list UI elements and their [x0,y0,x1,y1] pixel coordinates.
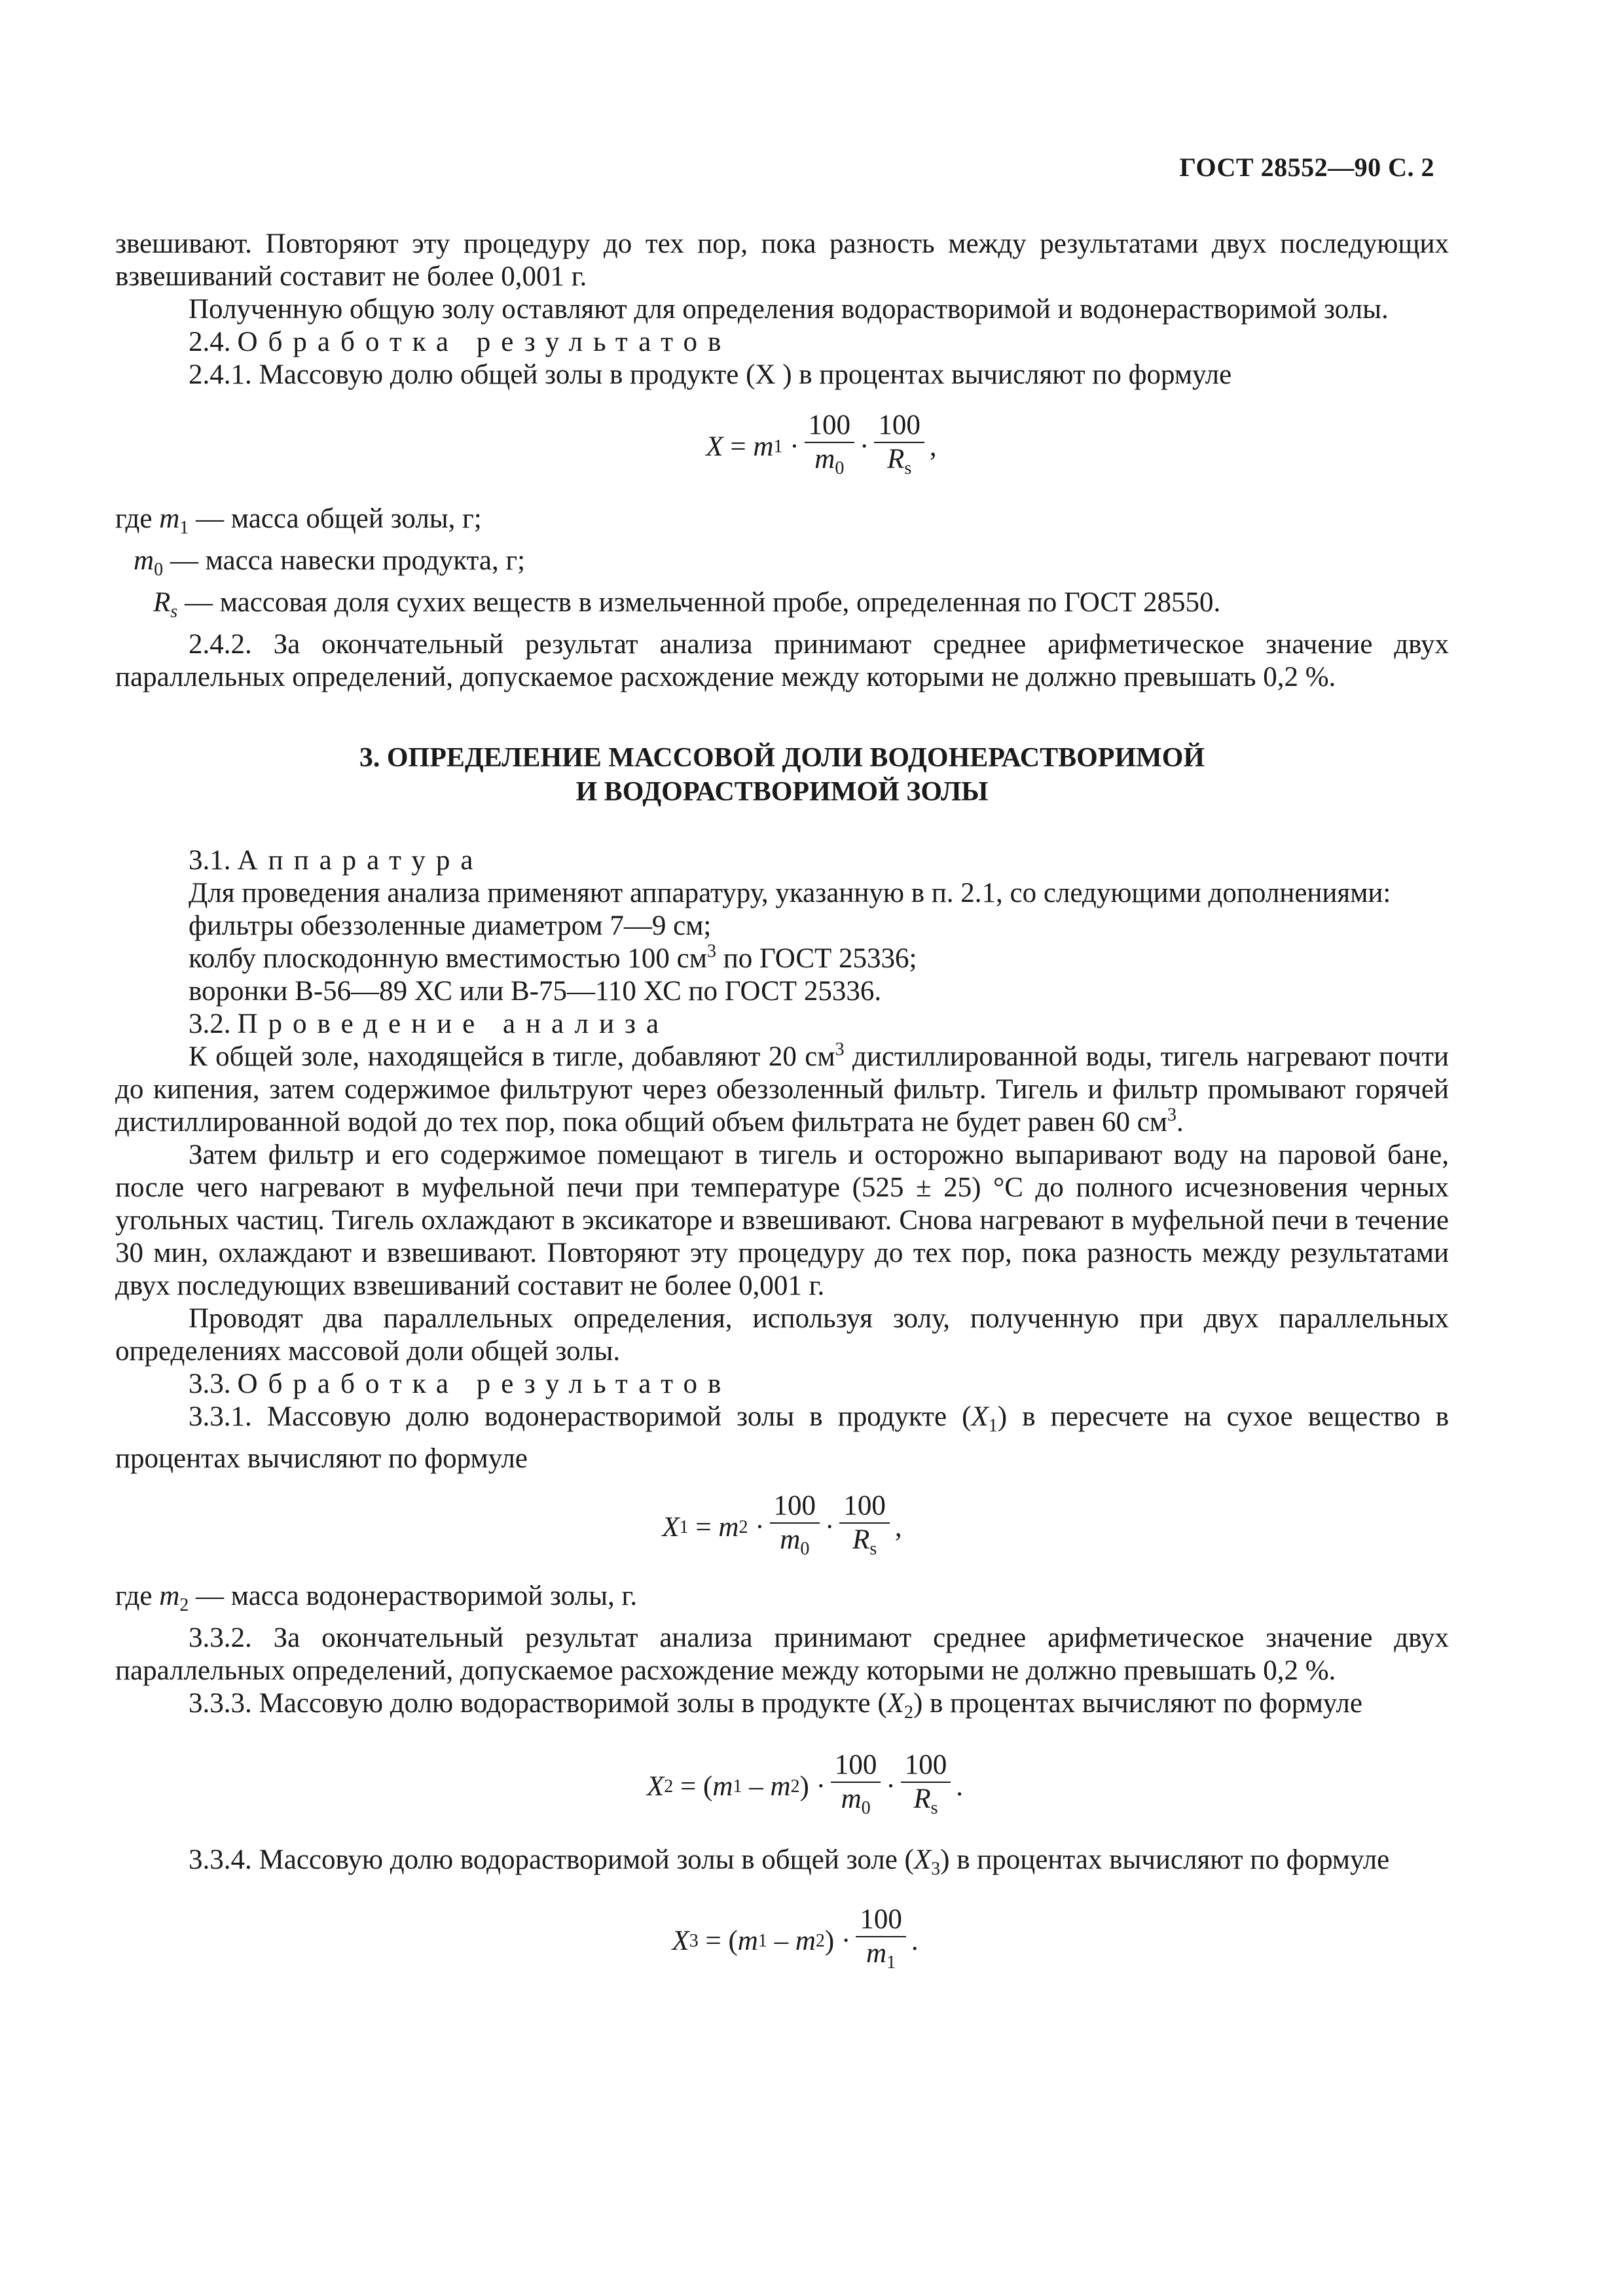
paragraph: Затем фильтр и его содержимое помещают в тигель и осторожно выпаривают воду на паровой бане, после чего нагревают в муфельной печи при температуре (525 ± 25) °С до полного исчезновения черных угольных частиц. Тигель охлаждают в эксикаторе и взвешивают. Снова нагревают в муфельной печи в течение 30 мин, охлаждают и взвешивают. Повторяют эту процедуру до тех пор, пока разность между результатами двух последующих взвешиваний составит не более 0,001 г. [115,1139,1449,1301]
subsection-number: 3.3. [189,1369,231,1399]
paragraph-3-3-1: 3.3.1. Массовую долю водонерастворимой золы в продукте $(X_1)$ в пересчете на сухое вещество в процентах вычисляют по формуле [115,1401,1449,1474]
list-item: колбу плоскодонную вместимостью 100 $см^3$ по ГОСТ 25336; [189,941,917,974]
legend-item: $m_0$ — масса навески продукта, г; [134,545,526,580]
subsection-title: Проведение анализа [237,1009,670,1039]
subsection-number: 2.4. [189,327,231,357]
legend-item: где $m_2$ — масса водонерастворимой золы, г. [115,1581,638,1615]
formula-soluble-ash-total: X 3 = ( m 1 – m 2 ) · $\frac{100}{m_1}$ . [141,1886,1449,1997]
paragraph: Проводят два параллельных определения, используя золу, полученную при двух параллельных определениях массовой доли общей золы. [115,1303,1449,1367]
fraction: $\frac{100}{R_s}$ [874,410,924,484]
list-item: воронки В-56—89 ХС или В-75—110 ХС по ГОСТ 25336. [189,976,882,1007]
subsection-heading-3-2 [115,1008,1449,1041]
formula-legend [115,503,1449,628]
subsection-title: Обработка результатов [237,1369,732,1399]
formula-insoluble-ash: X 1 = m 2 · $\frac{100}{m_0}$ · $\frac{100}{R_s}$ , [115,1475,1449,1580]
subsection-title: Обработка результатов [237,327,732,357]
paragraph-3-3-4: 3.3.4. Массовую долю водорастворимой золы в общей золе $(X_3)$ в процентах вычисляют по формуле [189,1844,1390,1879]
subsection-heading-2-4 [115,326,1449,359]
fraction: $\frac{100}{R_s}$ [839,1491,890,1564]
fraction: $\frac{100}{m_0}$ [770,1491,820,1564]
subsection-title: Аппаратура [237,845,484,876]
legend-item: где $m_1$ — масса общей золы, г; [115,503,482,538]
paragraph: Для проведения анализа применяют аппаратуру, указанную в п. 2.1, со следующими дополнениями: [189,878,1391,908]
formula-soluble-ash-product: X 2 = ( m 1 – m 2 ) · $\frac{100}{m_0}$ · $\frac{100}{R_s}$ . [161,1729,1449,1844]
paragraph-2-4-2: 2.4.2. За окончательный результат анализа принимают среднее арифметическое значение двух параллельных определений, допускаемое расхождение между которыми не должно превышать 0,2 %. [115,629,1449,692]
subsection-number: 3.1. [189,845,231,876]
fraction: $\frac{100}{m_1}$ [856,1905,906,1978]
subsection-heading-3-1 [115,844,1449,877]
fraction: $\frac{100}{R_s}$ [901,1750,951,1823]
paragraph: звешивают. Повторяют эту процедуру до тех пор, пока разность между результатами двух последующих взвешиваний составит не более 0,001 г. [115,228,1449,292]
paragraph: Полученную общую золу оставляют для определения водорастворимой и водонерастворимой золы. [189,294,1389,325]
subsection-heading-3-3 [115,1368,1449,1401]
fraction: $\frac{100}{m_0}$ [805,410,855,484]
fraction: $\frac{100}{m_0}$ [831,1750,881,1823]
document-body [115,228,1449,1997]
paragraph-2-4-1: 2.4.1. Массовую долю общей золы в продукте (X ) в процентах вычисляют по формуле [189,359,1232,390]
paragraph-3-3-3: 3.3.3. Массовую долю водорастворимой золы в продукте $(X_2)$ в процентах вычисляют по формуле [189,1688,1362,1723]
list-item: фильтры обеззоленные диаметром 7—9 см; [189,910,712,941]
page-header: ГОСТ 28552—90 С. 2 [1179,152,1434,182]
subsection-number: 3.2. [189,1009,231,1039]
legend-item: $R_s$ — массовая доля сухих веществ в измельченной пробе, определенная по ГОСТ 28550. [153,587,1221,622]
paragraph-3-3-2: 3.3.2. За окончательный результат анализа принимают среднее арифметическое значение двух параллельных определений, допускаемое расхождение между которыми не должно превышать 0,2 %. [115,1623,1449,1686]
formula-total-ash: X = m 1 · $\frac{100}{m_0}$ · $\frac{100}{R_s}$ , [194,391,1449,503]
paragraph: К общей золе, находящейся в тигле, добавляют 20 $см^3$ дистиллированной воды, тигель нагревают почти до кипения, затем содержимое фильтруют через обеззоленный фильтр. Тигель и фильтр промывают горячей дистиллированной водой до тех пор, пока общий объем фильтрата не будет равен 60 $см^3$. [115,1039,1449,1138]
section-3-title: 3. ОПРЕДЕЛЕНИЕ МАССОВОЙ ДОЛИ ВОДОНЕРАСТВОРИМОЙ И ВОДОРАСТВОРИМОЙ ЗОЛЫ [359,743,1205,807]
